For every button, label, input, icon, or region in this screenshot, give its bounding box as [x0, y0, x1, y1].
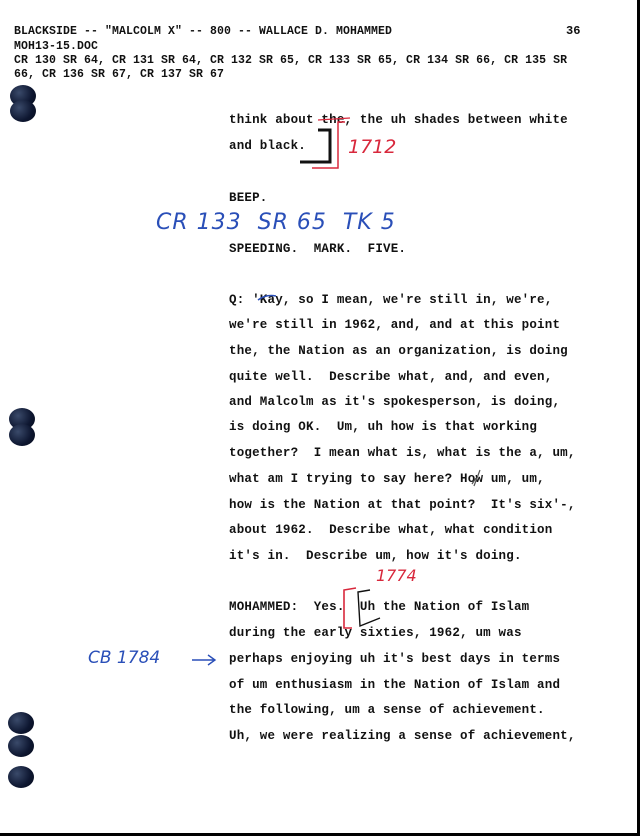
transcript-line: is doing OK. Um, uh how is that working [229, 420, 538, 434]
transcript-line: Q: 'Kay, so I mean, we're still in, we're, [229, 293, 553, 307]
handwritten-timecode: 1712 [348, 136, 397, 158]
header-roll-list-cont: 66, CR 136 SR 67, CR 137 SR 67 [14, 68, 225, 81]
transcript-line: MOHAMMED: Yes. Uh the Nation of Islam [229, 600, 530, 614]
transcript-line: think about the, the uh shades between white [229, 113, 568, 127]
transcript-line: quite well. Describe what, and, and even, [229, 370, 553, 384]
arrow-mark [192, 655, 215, 665]
header-roll-list: CR 130 SR 64, CR 131 SR 64, CR 132 SR 65, CR 133 SR 65, CR 134 SR 66, CR 135 SR [14, 54, 568, 67]
transcript-line: what am I trying to say here? How um, um, [229, 472, 545, 486]
handwritten-margin-note: CB 1784 [88, 648, 161, 668]
transcript-line: and Malcolm as it's spokesperson, is doing, [229, 395, 561, 409]
tick-mark [258, 296, 276, 301]
transcript-line: the following, um a sense of achievement. [229, 703, 545, 717]
page-number: 36 [566, 24, 581, 38]
transcript-line: about 1962. Describe what, what condition [229, 523, 553, 537]
bracket-mark [358, 590, 380, 626]
transcript-line: perhaps enjoying uh it's best days in terms [229, 652, 561, 666]
transcript-line: how is the Nation at that point? It's six'-, [229, 498, 576, 512]
bracket-mark [318, 118, 350, 120]
handwritten-timecode: 1774 [376, 566, 417, 585]
bracket-mark [300, 130, 330, 162]
check-mark [472, 470, 480, 486]
transcript-line: during the early sixties, 1962, um was [229, 626, 522, 640]
transcript-line: of um enthusiasm in the Nation of Islam and [229, 678, 561, 692]
transcript-line: the, the Nation as an organization, is doing [229, 344, 568, 358]
transcript-line: it's in. Describe um, how it's doing. [229, 549, 522, 563]
transcript-line: together? I mean what is, what is the a, um, [229, 446, 576, 460]
handwritten-roll-note: CR 133 SR 65 TK 5 [156, 210, 396, 235]
header-title: BLACKSIDE -- "MALCOLM X" -- 800 -- WALLACE D. MOHAMMED [14, 25, 393, 38]
transcript-line: Uh, we were realizing a sense of achievement, [229, 729, 576, 743]
transcript-line: we're still in 1962, and, and at this point [229, 318, 561, 332]
transcript-line: BEEP. [229, 191, 268, 205]
transcript-line: SPEEDING. MARK. FIVE. [229, 242, 407, 256]
transcript-line: and black. [229, 139, 307, 153]
bracket-mark [344, 588, 356, 628]
header-filename: MOH13-15.DOC [14, 40, 99, 53]
